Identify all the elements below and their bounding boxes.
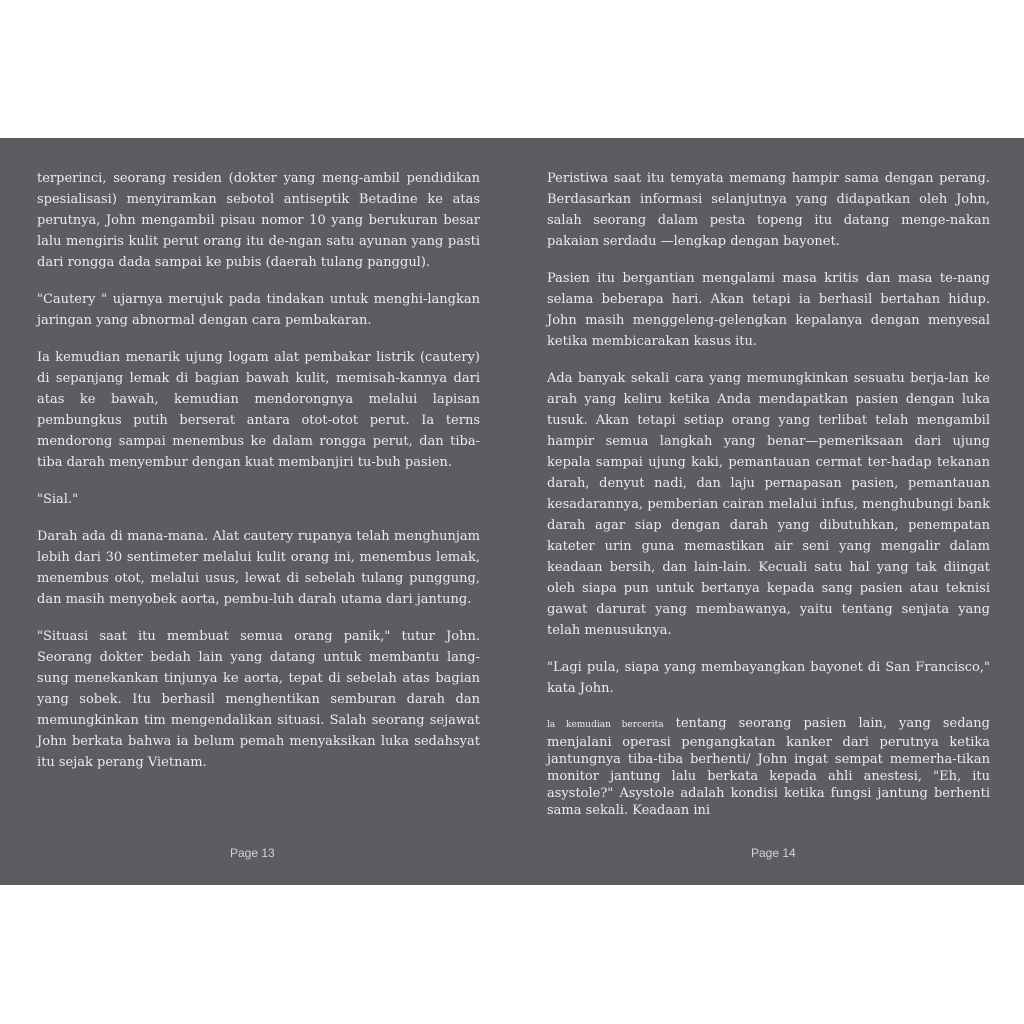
paragraph: Darah ada di mana-mana. Alat cautery rupanya telah menghunjam lebih dari 30 sentimeter melalui kulit orang ini, menembus lemak, menembus otot, melalui usus, lewat di sebelah tulang punggung, dan masih menyobek aorta, pembu-luh darah utama dari jantung.	[37, 529, 480, 607]
paragraph-small-lead: la kemudian bercerita	[547, 720, 664, 730]
paragraph-rest: tentang seorang pasien lain, yang sedang menjalani operasi pengangkatan kanker dari perutnya ketika jantungnya tiba-tiba berhenti/ John ingat sempat memerha-tikan monitor jantung lalu berkata kepada ahli anestesi, "Eh, itu asystole?" Asystole adalah kondisi ketika fungsi jantung berhenti sama sekali. Keadaan ini	[547, 716, 990, 818]
paragraph: Peristiwa saat itu temyata memang hampir sama dengan perang. Berdasarkan informasi selanjutnya yang didapatkan oleh John, salah seorang dalam pesta topeng itu datang menge-nakan pakaian serdadu —lengkap dengan bayonet.	[547, 171, 990, 249]
left-page	[37, 168, 480, 789]
paragraph: terperinci, seorang residen (dokter yang meng-ambil pendidikan spesialisasi) menyiramkan sebotol antiseptik Betadine ke atas perutnya, John mengambil pisau nomor 10 yang berukuran besar lalu mengiris kulit perut orang itu de-ngan satu ayunan yang pasti dari rongga dada sampai ke pubis (daerah tulang panggul).	[37, 171, 480, 270]
paragraph-last	[547, 715, 990, 819]
paragraph: "Sial."	[37, 492, 79, 507]
paragraph: Pasien itu bergantian mengalami masa kritis dan masa te-nang selama beberapa hari. Akan tetapi ia berhasil bertahan hidup. John masih menggeleng-gelengkan kepalanya dengan menyesal ketika membicarakan kasus itu.	[547, 271, 990, 349]
paragraph: "Lagi pula, siapa yang membayangkan bayonet di San Francisco," kata John.	[547, 660, 990, 696]
paragraph: Ia kemudian menarik ujung logam alat pembakar listrik (cautery) di sepanjang lemak di bagian bawah kulit, memisah-kannya dari atas ke bawah, kemudian mendorongnya melalui lapisan pembungkus putih berserat antara otot-otot perut. Ia terns mendorong sampai menembus ke dalam rongga perut, dan tiba-tiba darah menyembur dengan kuat membanjiri tu-buh pasien.	[37, 350, 480, 470]
reader-spread	[0, 138, 1024, 885]
page-number-left: Page 13	[230, 846, 275, 860]
page-number-right: Page 14	[751, 846, 796, 860]
paragraph: "Situasi saat itu membuat semua orang panik," tutur John. Seorang dokter bedah lain yang datang untuk membantu lang-sung menekankan tinjunya ke aorta, tepat di sebelah atas bagian yang sobek. Itu berhasil menghentikan semburan darah dan memungkinkan tim mengendalikan situasi. Salah seorang sejawat John berkata bahwa ia belum pemah menyaksikan luka sedahsyat itu sejak perang Vietnam.	[37, 629, 480, 770]
paragraph: Ada banyak sekali cara yang memungkinkan sesuatu berja-lan ke arah yang keliru ketika Anda mendapatkan pasien dengan luka tusuk. Akan tetapi setiap orang yang terlibat telah mengambil hampir semua langkah yang benar—pemeriksaan dari ujung kepala sampai ujung kaki, pemantauan cermat ter-hadap tekanan darah, denyut nadi, dan laju pernapasan pasien, pemantauan kesadarannya, pemberian cairan melalui infus, menghubungi bank darah agar siap dengan darah yang dibutuhkan, penempatan kateter urin guna memastikan air seni yang mengalir dalam keadaan bersih, dan lain-lain. Kecuali satu hal yang tak diingat oleh siapa pun untuk bertanya kepada sang pasien atau teknisi gawat darurat yang membawanya, yaitu tentang senjata yang telah menusuknya.	[547, 371, 990, 638]
paragraph: "Cautery " ujarnya merujuk pada tindakan untuk menghi-langkan jaringan yang abnormal dengan cara pembakaran.	[37, 292, 480, 328]
right-page	[547, 168, 990, 835]
